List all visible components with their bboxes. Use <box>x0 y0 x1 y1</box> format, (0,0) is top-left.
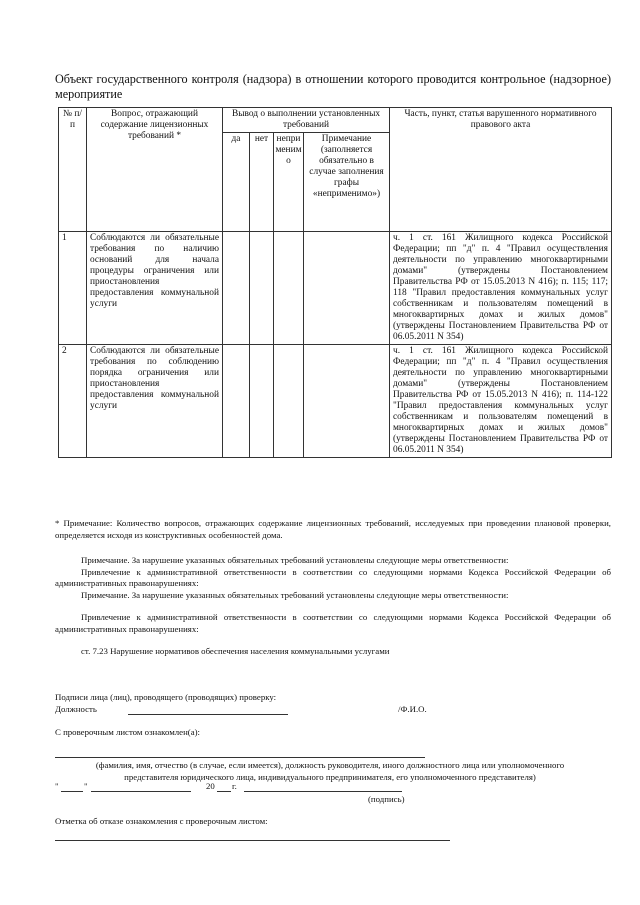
signature-line[interactable] <box>244 791 402 792</box>
row-number: 2 <box>59 345 87 458</box>
answer-no-cell[interactable] <box>250 345 274 458</box>
header-question: Вопрос, отражающий содержание лицензионных требований * <box>87 108 223 232</box>
refusal-label: Отметка об отказе ознакомления с проверочным листом: <box>55 816 268 826</box>
article-text: ст. 7.23 Нарушение нормативов обеспечения населения коммунальными услугами <box>81 646 390 656</box>
checklist-table <box>58 107 612 458</box>
person-caption: (фамилия, имя, отчество (в случае, если имеется), должность руководителя, иного должностного лица или уполномоченного представителя юридического лица, индивидуального предпринимателя, его уполномоченного представителя) <box>95 760 565 782</box>
footnote-text: * Примечание: Количество вопросов, отражающих содержание лицензионных требований, исследуемых при проведении плановой проверки, определяется исходя из конструктивных особенностей дома. <box>55 518 611 540</box>
position-label: Должность <box>55 704 97 714</box>
signature-label: Подписи лица (лиц), проводящего (проводящих) проверку: <box>55 692 277 702</box>
header-yes: да <box>223 133 250 232</box>
row-question: Соблюдаются ли обязательные требования по наличию оснований для начала процедуры ограничения или приостановления предоставления коммунальной услуги <box>87 232 223 345</box>
row-question: Соблюдаются ли обязательные требования по соблюдению порядка ограничения или приостановления предоставления коммунальной услуги <box>87 345 223 458</box>
table-row <box>59 232 612 345</box>
answer-not-applicable-cell[interactable] <box>274 232 304 345</box>
position-signature-line[interactable] <box>128 714 288 715</box>
table-row <box>59 345 612 458</box>
year-suffix: г. <box>232 781 237 791</box>
date-day-line[interactable] <box>61 791 83 792</box>
signature-caption: (подпись) <box>368 794 405 804</box>
date-month-line[interactable] <box>91 791 191 792</box>
liability-text: Привлечение к административной ответственности в соответствии со следующими нормами Кодекса Российской Федерации об административных правонарушениях: <box>55 612 611 634</box>
acquainted-name-line[interactable] <box>55 757 425 758</box>
answer-yes-cell[interactable] <box>223 345 250 458</box>
liability-block-1 <box>55 555 611 601</box>
refusal-line[interactable] <box>55 840 450 841</box>
table-header-row <box>59 108 612 133</box>
article-block <box>55 646 611 658</box>
footnote <box>55 518 611 541</box>
note-text: Примечание. За нарушение указанных обязательных требований установлены следующие меры ответственности: <box>81 589 509 600</box>
header-conclusion: Вывод о выполнении установленных требований <box>223 108 390 133</box>
row-legal-act: ч. 1 ст. 161 Жилищного кодекса Российской Федерации; пп "д" п. 4 "Правил осуществления деятельности по управлению многоквартирными домами" (утверждены Постановлением Правительства РФ от 15.05.2013 N 416); п. 115; 117; 118 "Правил предоставления коммунальных услуг собственникам и пользователям помещений в многоквартирных домах и жилых домов" (утверждены Постановлением Правительства РФ от 06.05.2011 N 354) <box>390 232 612 345</box>
header-not-applicable: неприменимо <box>274 133 304 232</box>
liability-text: Привлечение к административной ответственности в соответствии со следующими нормами Кодекса Российской Федерации об административных правонарушениях: <box>55 566 611 588</box>
answer-no-cell[interactable] <box>250 232 274 345</box>
header-legal-act: Часть, пункт, статья варушенного нормативного правового акта <box>390 108 612 232</box>
acquainted-label: С проверочным листом ознакомлен(а): <box>55 727 201 737</box>
note-cell[interactable] <box>304 345 390 458</box>
year-prefix: 20 <box>206 781 215 791</box>
header-no: нет <box>250 133 274 232</box>
note-cell[interactable] <box>304 232 390 345</box>
answer-not-applicable-cell[interactable] <box>274 345 304 458</box>
date-quote-close: " <box>84 781 88 791</box>
row-number: 1 <box>59 232 87 345</box>
row-legal-act: ч. 1 ст. 161 Жилищного кодекса Российской Федерации; пп "д" п. 4 "Правил осуществления деятельности по управлению многоквартирными домами" (утверждены Постановлением Правительства РФ от 15.05.2013 N 416); п. 114-122 "Правил предоставления коммунальных услуг собственникам и пользователям помещений в многоквартирных домах и жилых домов" (утверждены Постановлением Правительства РФ от 06.05.2011 N 354) <box>390 345 612 458</box>
answer-yes-cell[interactable] <box>223 232 250 345</box>
fio-label: /Ф.И.О. <box>398 704 427 714</box>
document-title: Объект государственного контроля (надзора) в отношении которого проводится контрольное (надзорное) мероприятие <box>55 72 611 101</box>
date-year-line[interactable] <box>217 791 231 792</box>
note-text: Примечание. За нарушение указанных обязательных требований установлены следующие меры ответственности: <box>81 555 509 565</box>
header-num: № п/п <box>59 108 87 232</box>
header-note: Примечание (заполняется обязательно в случае заполнения графы «неприменимо») <box>304 133 390 232</box>
date-quote-open: " <box>55 781 59 791</box>
liability-block-2 <box>55 612 611 635</box>
